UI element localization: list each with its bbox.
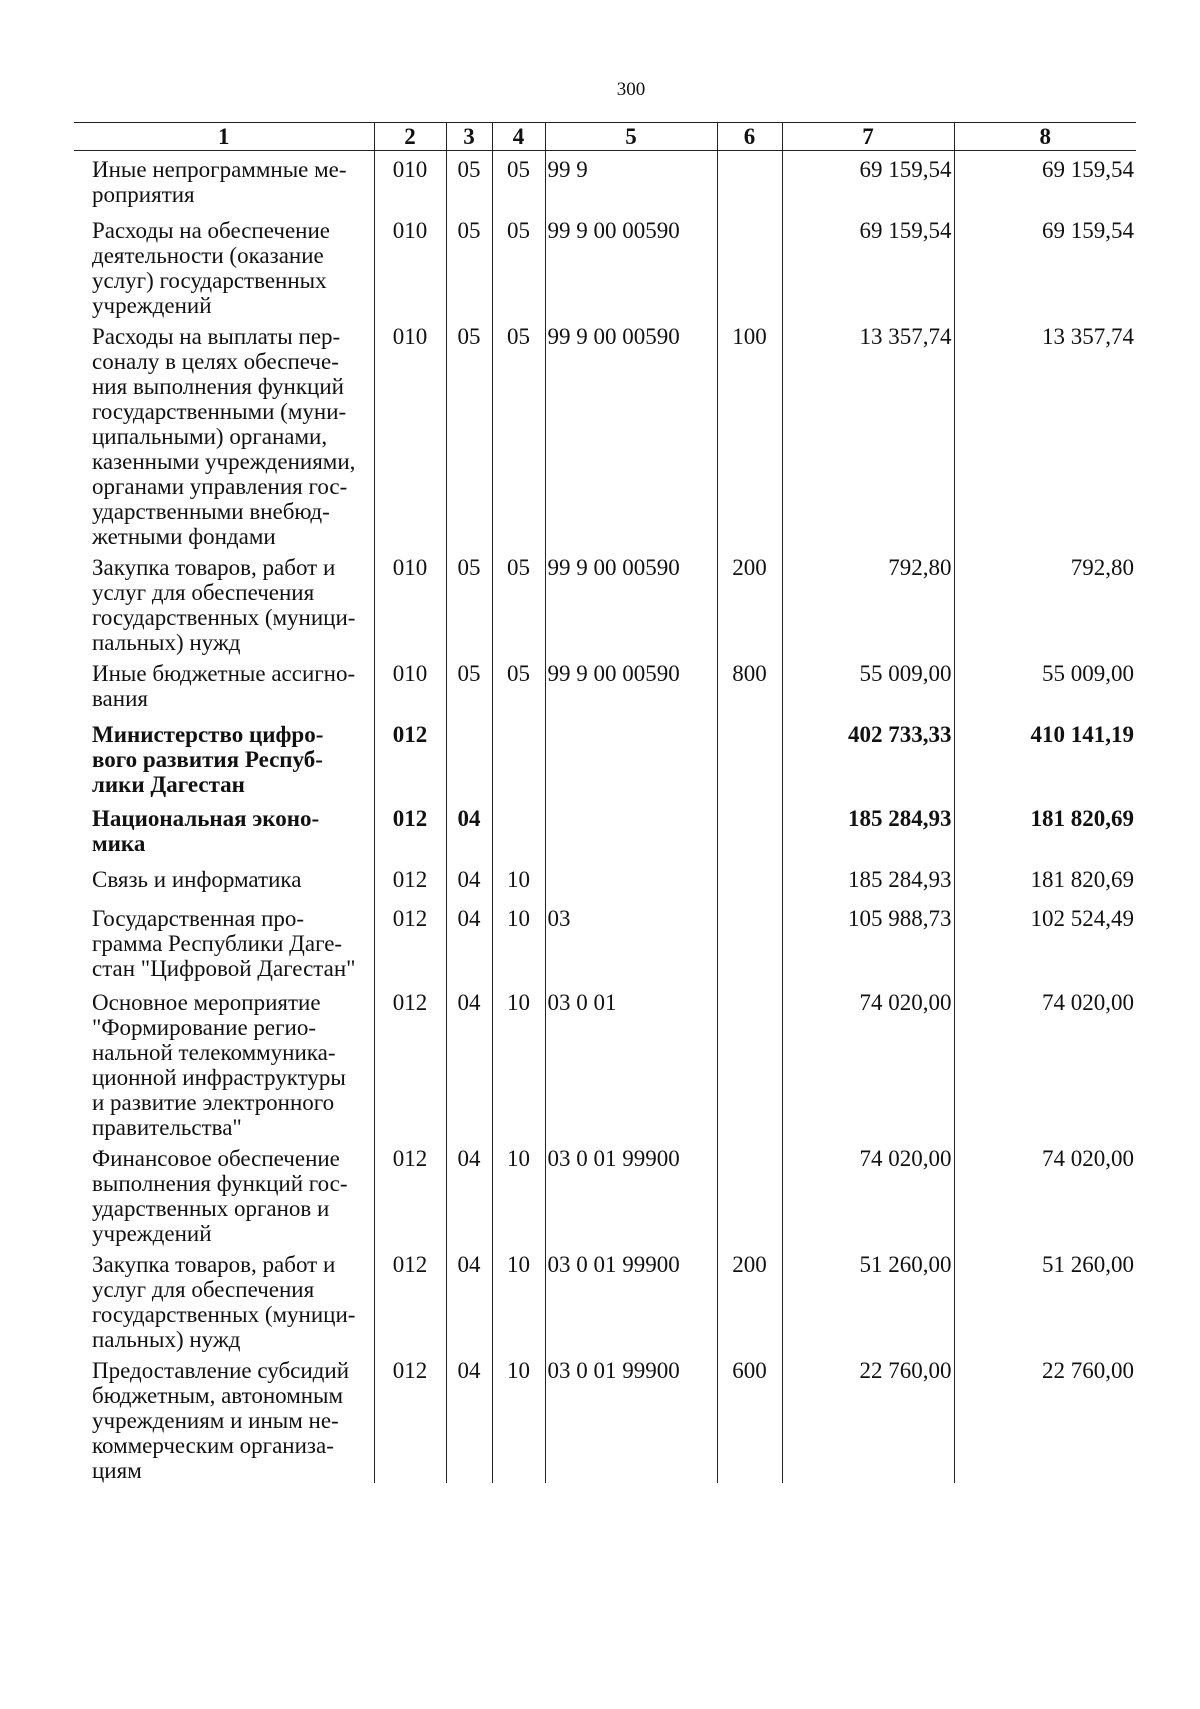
- amount-year-2-cell: 792,80: [954, 549, 1136, 655]
- expense-type-cell: [717, 151, 782, 212]
- row-name-cell: Основное мероприятие "Формирование регио- нальной телекоммуника- ционной инфраструктуры и развитие электронного правительства": [92, 989, 346, 1140]
- column-header: 7: [782, 123, 954, 151]
- table-row: [74, 1140, 1136, 1246]
- code-cell: 010: [374, 318, 446, 549]
- table-row: [74, 549, 1136, 655]
- section-cell: 04: [446, 900, 492, 984]
- target-article-cell: [545, 861, 717, 900]
- row-name-cell: Связь и информатика: [92, 866, 302, 892]
- code-cell: 012: [374, 1140, 446, 1246]
- section-cell: 04: [446, 1246, 492, 1352]
- row-name-cell: Национальная эконо- мика: [92, 805, 320, 856]
- column-header: 4: [492, 123, 545, 151]
- subsection-cell: 10: [492, 1246, 545, 1352]
- amount-year-2-cell: 181 820,69: [954, 800, 1136, 861]
- table-row: [74, 655, 1136, 716]
- expense-type-cell: 600: [717, 1352, 782, 1483]
- subsection-cell: [492, 800, 545, 861]
- target-article-cell: 03 0 01 99900: [545, 1352, 717, 1483]
- amount-year-2-cell: 74 020,00: [954, 1140, 1136, 1246]
- amount-year-2-cell: 69 159,54: [954, 212, 1136, 318]
- amount-year-1-cell: 74 020,00: [782, 984, 954, 1140]
- row-name-cell: Министерство цифро- вого развития Респуб- лики Дагестан: [92, 721, 324, 797]
- amount-year-1-cell: 185 284,93: [782, 861, 954, 900]
- expense-type-cell: [717, 1140, 782, 1246]
- expense-type-cell: [717, 800, 782, 861]
- row-name-cell: Иные непрограммные ме- роприятия: [92, 157, 347, 207]
- table-row: [74, 318, 1136, 549]
- amount-year-2-cell: 69 159,54: [954, 151, 1136, 212]
- amount-year-2-cell: 22 760,00: [954, 1352, 1136, 1483]
- code-cell: 012: [374, 1246, 446, 1352]
- code-cell: 012: [374, 716, 446, 800]
- target-article-cell: 03: [545, 900, 717, 984]
- table-row: [74, 900, 1136, 984]
- budget-table: [74, 122, 1136, 1483]
- column-header: 3: [446, 123, 492, 151]
- code-cell: 010: [374, 151, 446, 212]
- row-name-cell: Расходы на выплаты пер- соналу в целях обеспече- ния выполнения функций государственными (муни- ципальными) органами, казенными учреждениями, органами управления гос- ударственными внебюд- жетными фондами: [92, 323, 356, 549]
- subsection-cell: 05: [492, 655, 545, 716]
- section-cell: 04: [446, 1352, 492, 1483]
- page-number: 300: [616, 79, 646, 100]
- amount-year-2-cell: 102 524,49: [954, 900, 1136, 984]
- amount-year-2-cell: 181 820,69: [954, 861, 1136, 900]
- expense-type-cell: [717, 984, 782, 1140]
- subsection-cell: 10: [492, 861, 545, 900]
- amount-year-1-cell: 69 159,54: [782, 212, 954, 318]
- amount-year-1-cell: 69 159,54: [782, 151, 954, 212]
- row-name-cell: Финансовое обеспечение выполнения функций гос- ударственных органов и учреждений: [92, 1145, 348, 1246]
- section-cell: 04: [446, 800, 492, 861]
- target-article-cell: [545, 716, 717, 800]
- expense-type-cell: [717, 900, 782, 984]
- section-cell: 04: [446, 1140, 492, 1246]
- amount-year-2-cell: 51 260,00: [954, 1246, 1136, 1352]
- expense-type-cell: 800: [717, 655, 782, 716]
- section-cell: 05: [446, 549, 492, 655]
- section-cell: 04: [446, 861, 492, 900]
- amount-year-1-cell: 51 260,00: [782, 1246, 954, 1352]
- target-article-cell: 99 9 00 00590: [545, 655, 717, 716]
- row-name-cell: Закупка товаров, работ и услуг для обеспечения государственных (муници- пальных) нужд: [92, 554, 356, 655]
- table-row: [74, 861, 1136, 900]
- table-row: [74, 1352, 1136, 1483]
- target-article-cell: 99 9 00 00590: [545, 212, 717, 318]
- row-name-cell: Иные бюджетные ассигно- вания: [92, 660, 356, 711]
- amount-year-1-cell: 22 760,00: [782, 1352, 954, 1483]
- subsection-cell: 05: [492, 212, 545, 318]
- amount-year-1-cell: 13 357,74: [782, 318, 954, 549]
- table-row: [74, 151, 1136, 212]
- expense-type-cell: 200: [717, 549, 782, 655]
- amount-year-1-cell: 105 988,73: [782, 900, 954, 984]
- section-cell: 05: [446, 151, 492, 212]
- amount-year-2-cell: 55 009,00: [954, 655, 1136, 716]
- amount-year-2-cell: 13 357,74: [954, 318, 1136, 549]
- section-cell: 04: [446, 984, 492, 1140]
- subsection-cell: 05: [492, 549, 545, 655]
- code-cell: 010: [374, 655, 446, 716]
- code-cell: 012: [374, 1352, 446, 1483]
- target-article-cell: 99 9 00 00590: [545, 549, 717, 655]
- expense-type-cell: [717, 861, 782, 900]
- section-cell: 05: [446, 655, 492, 716]
- subsection-cell: 10: [492, 900, 545, 984]
- section-cell: [446, 716, 492, 800]
- table-row: [74, 1246, 1136, 1352]
- table-row: [74, 800, 1136, 861]
- code-cell: 012: [374, 861, 446, 900]
- subsection-cell: 05: [492, 318, 545, 549]
- expense-type-cell: 200: [717, 1246, 782, 1352]
- table-row: [74, 984, 1136, 1140]
- column-header: 5: [545, 123, 717, 151]
- subsection-cell: 10: [492, 1140, 545, 1246]
- subsection-cell: 05: [492, 151, 545, 212]
- row-name-cell: Предоставление субсидий бюджетным, автономным учреждениям и иным не- коммерческим организа- циям: [92, 1357, 349, 1483]
- code-cell: 012: [374, 984, 446, 1140]
- code-cell: 010: [374, 549, 446, 655]
- row-name-cell: Расходы на обеспечение деятельности (оказание услуг) государственных учреждений: [92, 217, 330, 318]
- subsection-cell: [492, 716, 545, 800]
- column-header: 8: [954, 123, 1136, 151]
- target-article-cell: 99 9: [545, 151, 717, 212]
- target-article-cell: [545, 800, 717, 861]
- amount-year-1-cell: 402 733,33: [782, 716, 954, 800]
- row-name-cell: Государственная про- грамма Республики Даге- стан "Цифровой Дагестан": [92, 905, 356, 981]
- row-name-cell: Закупка товаров, работ и услуг для обеспечения государственных (муници- пальных) нужд: [92, 1251, 356, 1352]
- header-row: [74, 123, 1136, 151]
- amount-year-2-cell: 74 020,00: [954, 984, 1136, 1140]
- code-cell: 012: [374, 900, 446, 984]
- code-cell: 010: [374, 212, 446, 318]
- expense-type-cell: [717, 212, 782, 318]
- table-row: [74, 716, 1136, 800]
- target-article-cell: 99 9 00 00590: [545, 318, 717, 549]
- table-row: [74, 212, 1136, 318]
- amount-year-1-cell: 185 284,93: [782, 800, 954, 861]
- amount-year-1-cell: 74 020,00: [782, 1140, 954, 1246]
- column-header: 2: [374, 123, 446, 151]
- column-header: 1: [74, 123, 374, 151]
- target-article-cell: 03 0 01 99900: [545, 1246, 717, 1352]
- target-article-cell: 03 0 01 99900: [545, 1140, 717, 1246]
- amount-year-1-cell: 55 009,00: [782, 655, 954, 716]
- section-cell: 05: [446, 318, 492, 549]
- expense-type-cell: [717, 716, 782, 800]
- code-cell: 012: [374, 800, 446, 861]
- expense-type-cell: 100: [717, 318, 782, 549]
- amount-year-2-cell: 410 141,19: [954, 716, 1136, 800]
- subsection-cell: 10: [492, 984, 545, 1140]
- column-header: 6: [717, 123, 782, 151]
- subsection-cell: 10: [492, 1352, 545, 1483]
- amount-year-1-cell: 792,80: [782, 549, 954, 655]
- target-article-cell: 03 0 01: [545, 984, 717, 1140]
- section-cell: 05: [446, 212, 492, 318]
